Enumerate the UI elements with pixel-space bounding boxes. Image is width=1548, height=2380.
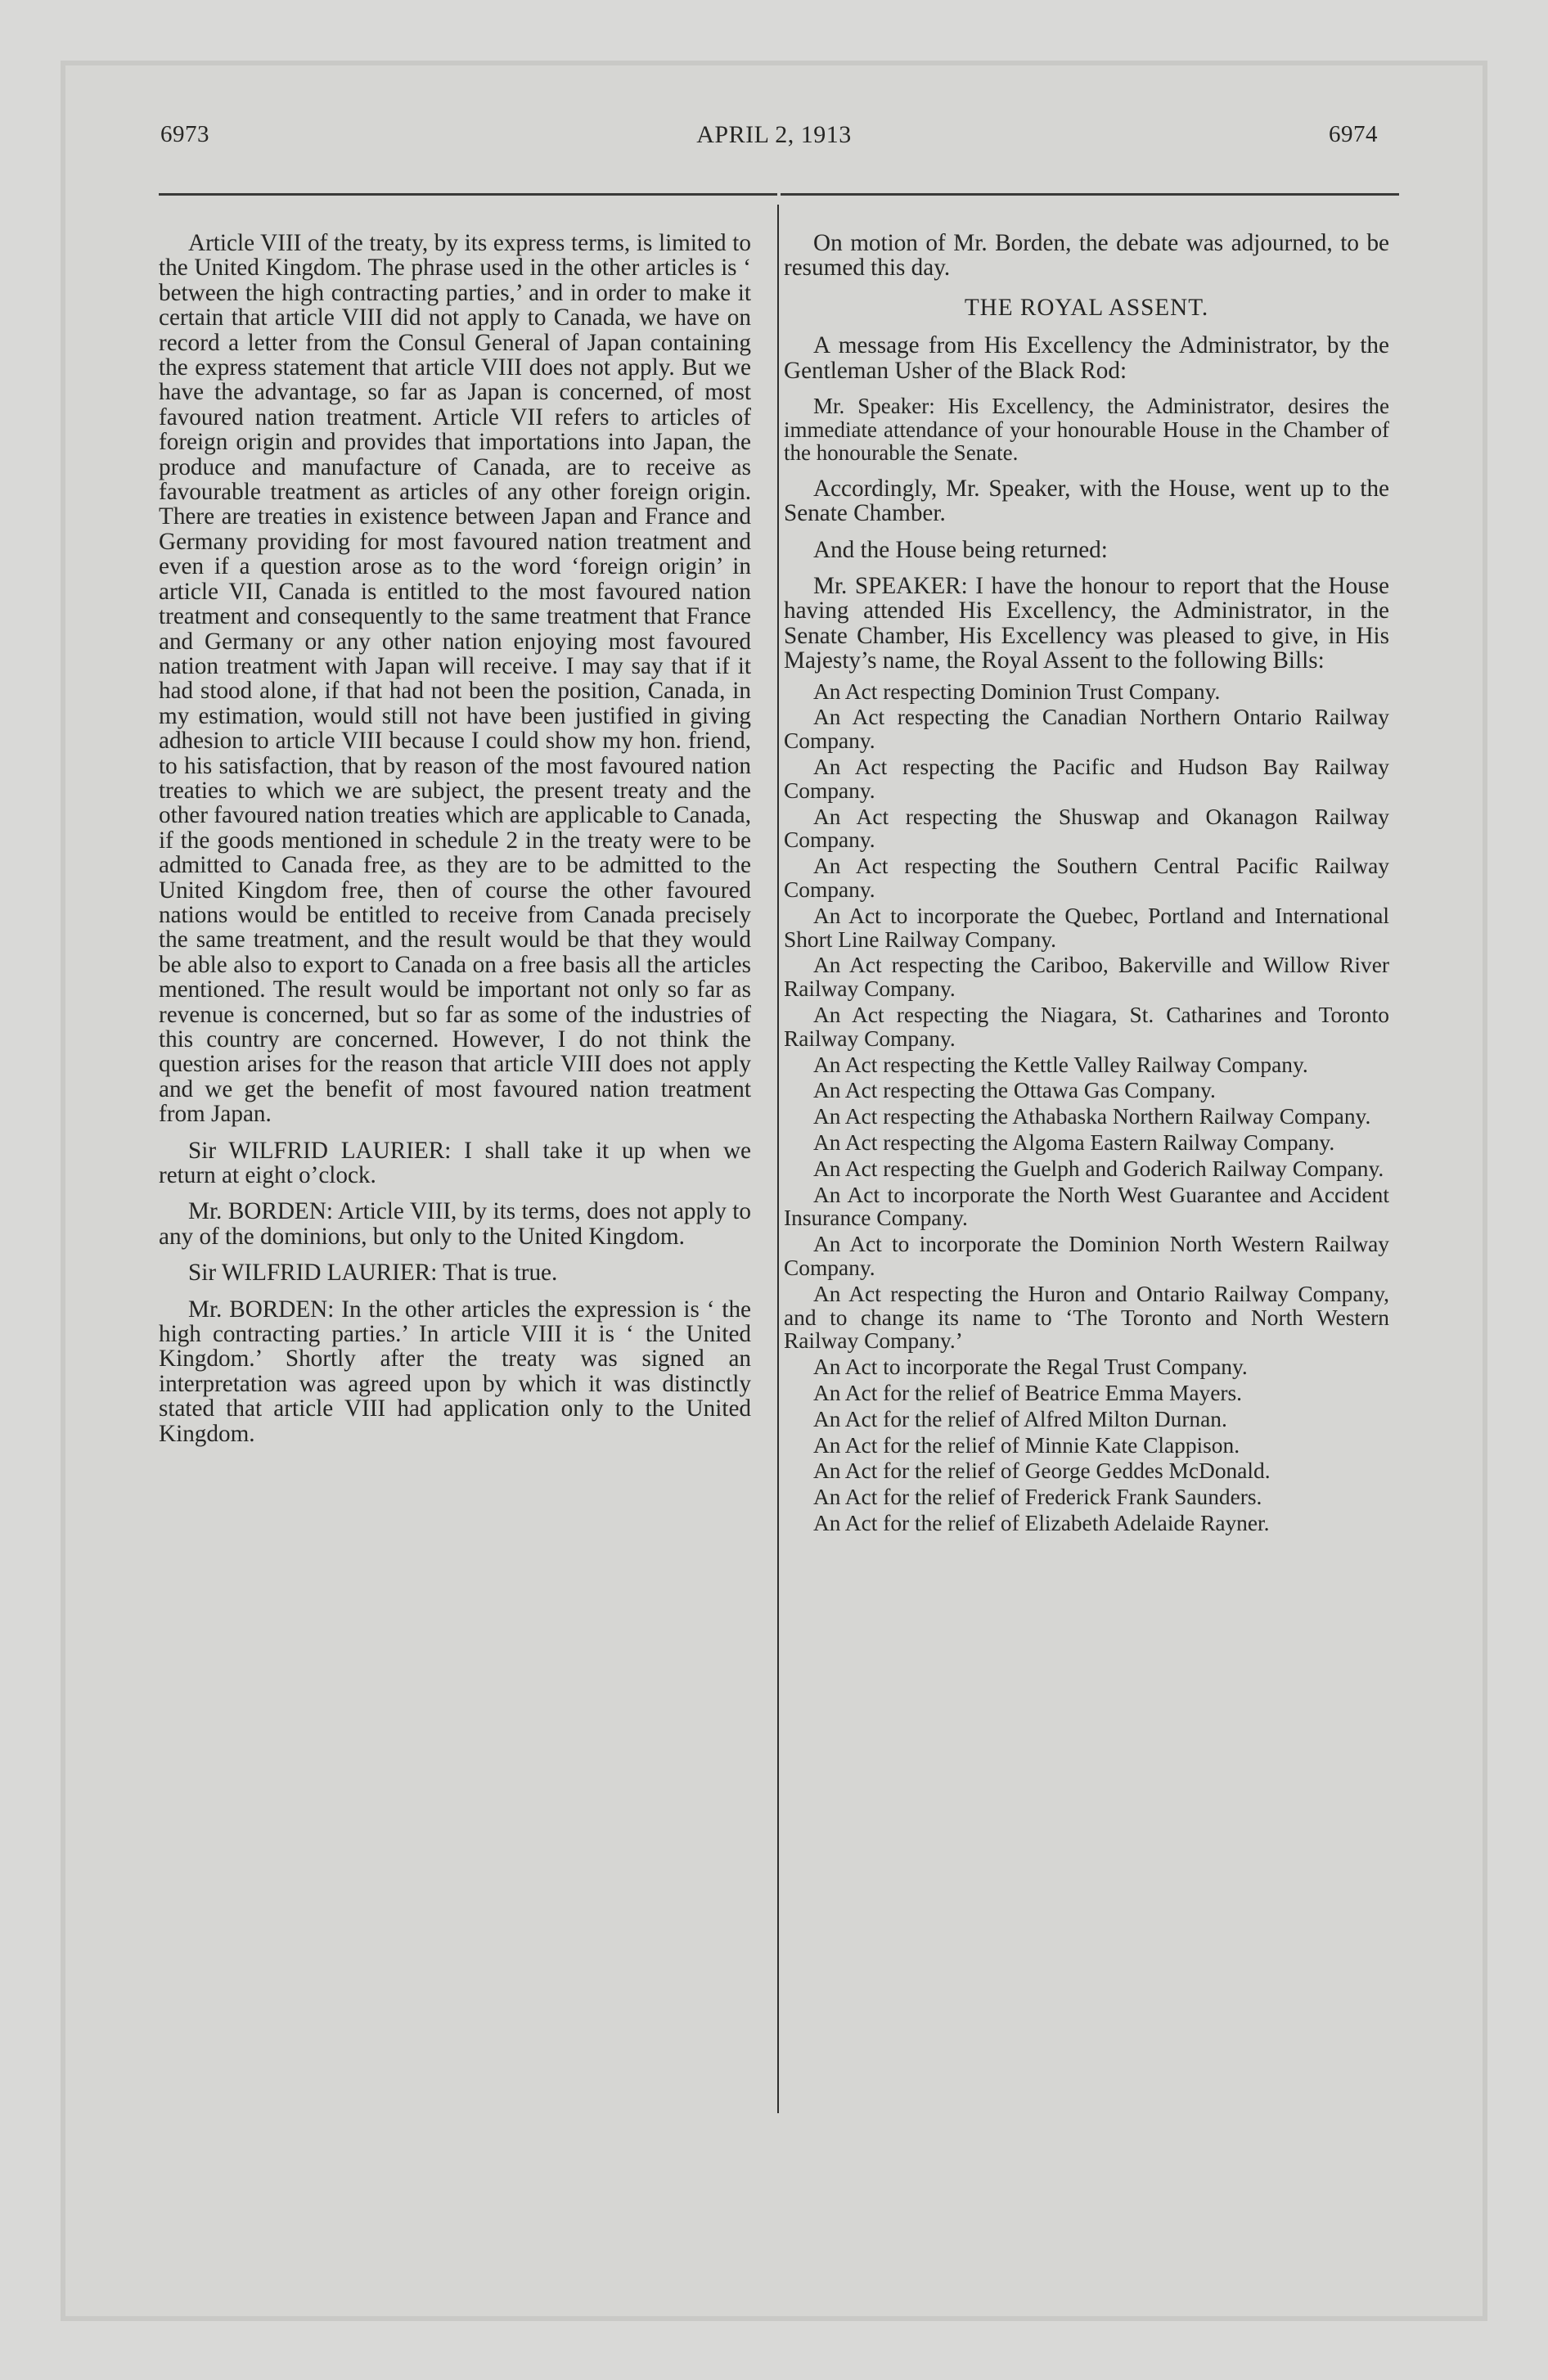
administrator-message: Mr. Speaker: His Excellency, the Administrator, desires the immediate attendance of your honourable House in the Chamber of the honourable the Senate. bbox=[784, 394, 1389, 466]
list-item: An Act respecting the Cariboo, Bakerville and Willow River Railway Company. bbox=[784, 953, 1389, 1002]
list-item: An Act respecting the Athabaska Northern Railway Company. bbox=[813, 1104, 1371, 1129]
list-item: An Act respecting the Canadian Northern Ontario Railway Company. bbox=[784, 705, 1389, 754]
list-item: An Act respecting the Kettle Valley Railway Company. bbox=[813, 1052, 1308, 1077]
header-rule-left bbox=[159, 193, 777, 196]
adjournment-motion: On motion of Mr. Borden, the debate was adjourned, to be resumed this day. bbox=[784, 230, 1389, 282]
speaker-report: Mr. SPEAKER: I have the honour to report that the House having attended His Excellency, the Administrator, in the Senate Chamber, His Excellency was pleased to give, in His Majesty’s name, the Royal Assent to the following Bills: bbox=[784, 573, 1389, 674]
message-intro: A message from His Excellency the Administrator, by the Gentleman Usher of the Black Rod: bbox=[784, 332, 1389, 384]
list-item: An Act for the relief of Frederick Frank Saunders. bbox=[813, 1485, 1262, 1510]
header-rule-right bbox=[781, 193, 1399, 196]
list-item: An Act respecting the Shuswap and Okanagon Railway Company. bbox=[784, 804, 1389, 853]
left-column bbox=[159, 231, 751, 1446]
list-item: An Act respecting the Niagara, St. Catharines and Toronto Railway Company. bbox=[784, 1003, 1389, 1051]
left-page-number: 6973 bbox=[160, 121, 209, 147]
list-item: An Act to incorporate the Dominion North Western Railway Company. bbox=[784, 1232, 1389, 1280]
borden-statement: Article VIII of the treaty, by its express terms, is limited to the United Kingdom. The phrase used in the other articles is ‘ between the high contracting parties,’ and in order to make it certain that article VIII did not apply to Canada, we have on record a letter from the Consul General of Japan containing the express statement that article VIII does not apply. But we have the advantage, so far as Japan is concerned, of most favoured nation treatment. Article VII refers to articles of foreign origin and provides that importations into Japan, the produce and manufacture of Canada, are to receive as favourable treatment as articles of any other foreign origin. There are treaties in existence between Japan and France and Germany providing for most favoured nation treatment and even if a question arose as to the word ‘foreign origin’ in article VII, Canada is entitled to the most favoured nation treatment and consequently to the same treatment that France and Germany or any other nation enjoying most favoured nation treatment with Japan will receive. I may say that if it had stood alone, if that had not been the position, Canada, in my estimation, would still not have been justified in giving adhesion to article VIII because I could show my hon. friend, to his satisfaction, that by reason of the most favoured nation treaties to which we are subject, the present treaty and the other favoured nation treaties which are applicable to Canada, if the goods mentioned in schedule 2 in the treaty were to be admitted to Canada free, as they are to be admitted to the United Kingdom free, then of course the other favoured nations would be entitled to receive from Canada precisely the same treatment, and the result would be that they would be able also to export to Canada on a free basis all the articles mentioned. The result would be important not only so far as revenue is concerned, but so far as some of the industries of this country are concerned. However, I do not think the question arises for the reason that article VIII does not apply and we get the benefit of most favoured nation treatment from Japan. bbox=[159, 230, 751, 1128]
house-returned: And the House being returned: bbox=[813, 536, 1108, 563]
column-divider bbox=[777, 205, 779, 2113]
list-item: An Act respecting the Ottawa Gas Company. bbox=[813, 1078, 1216, 1103]
list-item: An Act respecting the Southern Central Pacific Railway Company. bbox=[784, 854, 1389, 903]
list-item: An Act respecting the Guelph and Goderich Railway Company. bbox=[813, 1156, 1384, 1181]
page-date-header: APRIL 2, 1913 bbox=[696, 121, 852, 148]
list-item: An Act to incorporate the Quebec, Portland and International Short Line Railway Company. bbox=[784, 903, 1389, 952]
list-item: An Act for the relief of Alfred Milton Durnan. bbox=[813, 1406, 1227, 1431]
borden-reply-1: Mr. BORDEN: Article VIII, by its terms, does not apply to any of the dominions, but only to the United Kingdom. bbox=[159, 1198, 751, 1250]
list-item: An Act respecting the Huron and Ontario Railway Company, and to change its name to ‘The Toronto and North Western Railway Company.’ bbox=[784, 1281, 1389, 1354]
right-column bbox=[784, 231, 1389, 1538]
right-page-number: 6974 bbox=[1329, 121, 1378, 147]
list-item: An Act respecting the Pacific and Hudson Bay Railway Company. bbox=[784, 755, 1389, 803]
list-item: An Act respecting the Algoma Eastern Railway Company. bbox=[813, 1130, 1335, 1155]
list-item: An Act for the relief of Elizabeth Adelaide Rayner. bbox=[813, 1510, 1270, 1535]
laurier-reply-1: Sir WILFRID LAURIER: I shall take it up when we return at eight o’clock. bbox=[159, 1137, 751, 1189]
list-item: An Act respecting Dominion Trust Company. bbox=[813, 678, 1221, 704]
list-item: An Act to incorporate the Regal Trust Company. bbox=[813, 1355, 1248, 1380]
section-title: THE ROYAL ASSENT. bbox=[964, 294, 1209, 321]
list-item: An Act for the relief of George Geddes McDonald. bbox=[813, 1458, 1271, 1484]
list-item: An Act to incorporate the North West Guarantee and Accident Insurance Company. bbox=[784, 1182, 1389, 1231]
list-item: An Act for the relief of Minnie Kate Clappison. bbox=[813, 1432, 1240, 1458]
bills-list bbox=[784, 680, 1389, 1535]
laurier-reply-2: Sir WILFRID LAURIER: That is true. bbox=[188, 1260, 558, 1287]
house-proceeds: Accordingly, Mr. Speaker, with the House, went up to the Senate Chamber. bbox=[784, 475, 1389, 527]
borden-reply-2: Mr. BORDEN: In the other articles the expression is ‘ the high contracting parties.’ In article VIII it is ‘ the United Kingdom.’ Shortly after the treaty was signed an interpretation was agreed upon by which it was distinctly stated that article VIII had application only to the United Kingdom. bbox=[159, 1296, 751, 1447]
list-item: An Act for the relief of Beatrice Emma Mayers. bbox=[813, 1380, 1243, 1405]
